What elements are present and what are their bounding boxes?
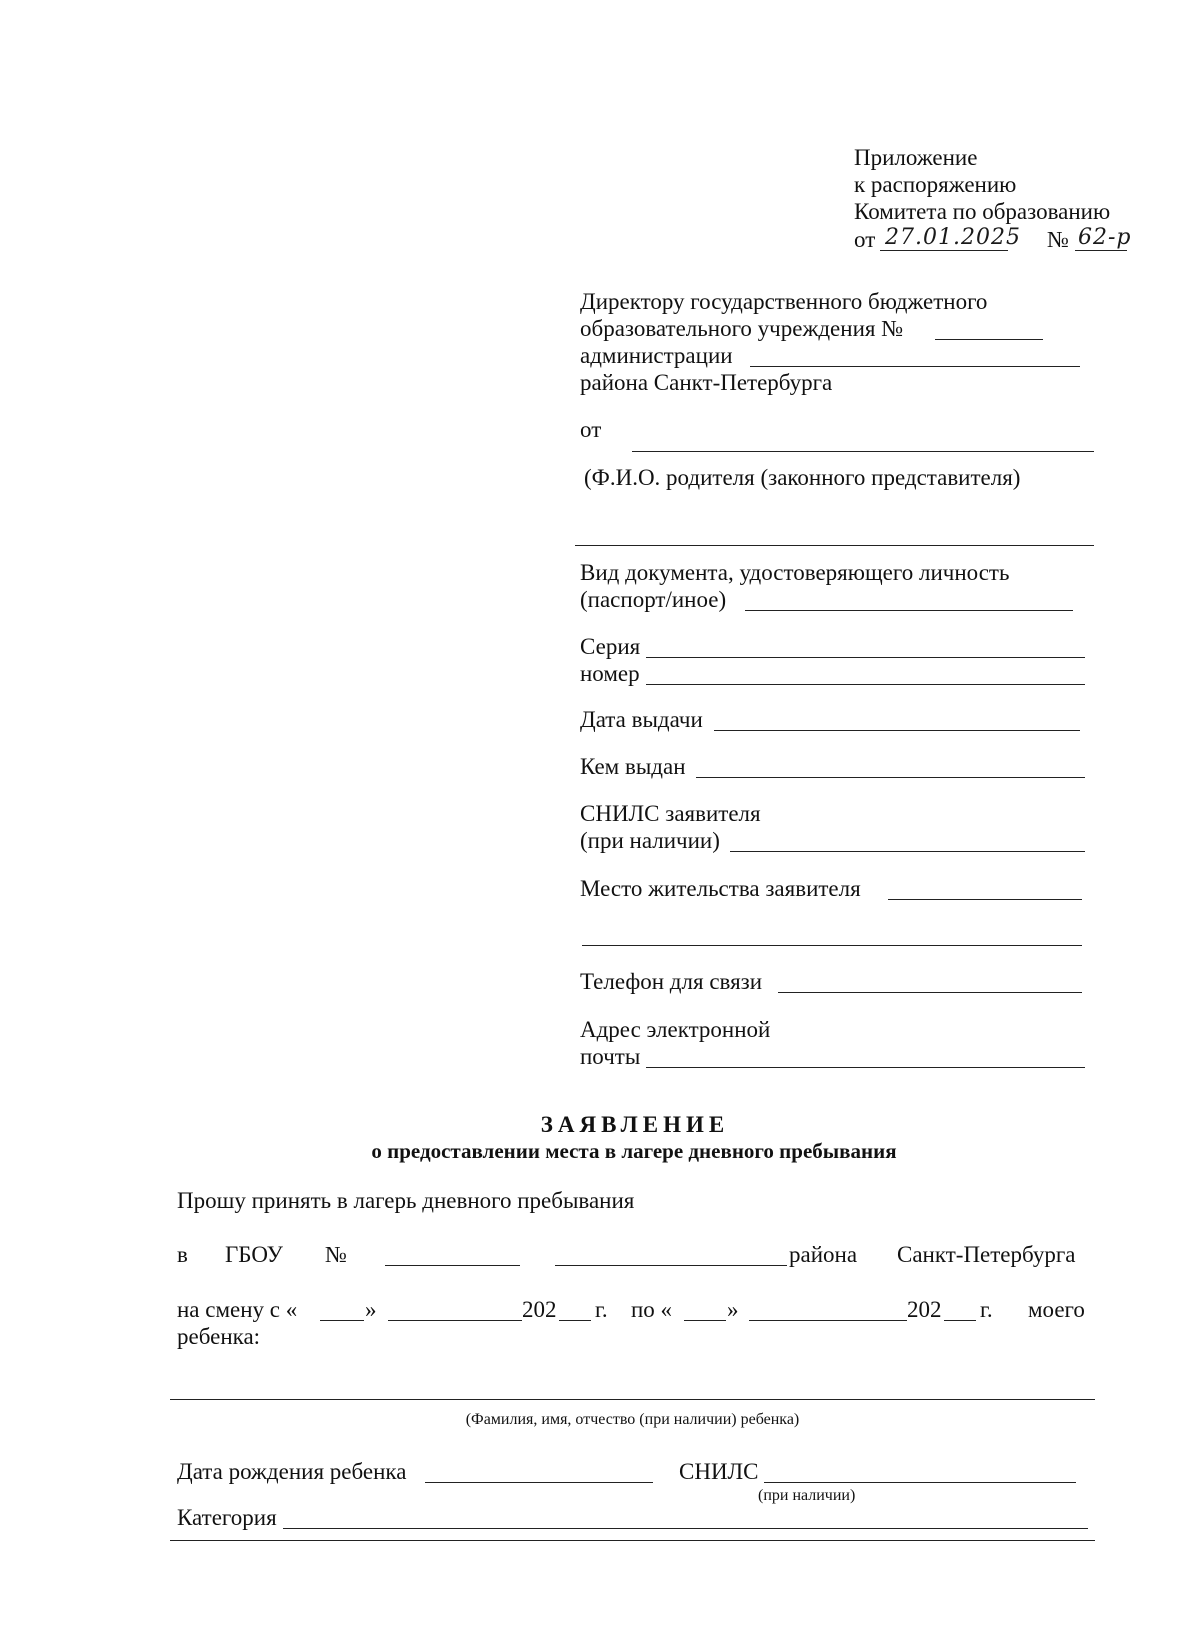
addressee-line-4: района Санкт-Петербурга: [580, 370, 833, 395]
start-day-line: [320, 1320, 364, 1321]
child-caption: (Фамилия, имя, отчество (при наличии) ребенка): [465, 1411, 800, 1428]
row2-my: моего: [1028, 1297, 1085, 1322]
appendix-line-3: Комитета по образованию: [854, 199, 1111, 224]
appendix-date-handwritten: 27.01.2025: [885, 225, 1021, 250]
administration-line: [750, 366, 1080, 367]
request-text: Прошу принять в лагерь дневного пребывания: [177, 1188, 635, 1213]
start-month-line: [388, 1320, 522, 1321]
row1-city: Санкт-Петербурга: [897, 1242, 1076, 1267]
email-line-1: Адрес электронной: [580, 1017, 771, 1042]
doc-type-line: [745, 610, 1073, 611]
row1-no: №: [325, 1242, 347, 1267]
residence-line: [888, 899, 1082, 900]
addressee-line-3: администрации: [580, 343, 733, 368]
start-year-line: [559, 1320, 591, 1321]
appendix-from-label: от: [854, 227, 876, 252]
doc-type-line-2: (паспорт/иное): [580, 587, 727, 612]
parent-name-line-2: [575, 545, 1094, 546]
statement-title: ЗАЯВЛЕНИЕ: [540, 1112, 730, 1137]
issue-date-line: [714, 730, 1080, 731]
row2-to: по «: [631, 1297, 673, 1322]
appendix-number-line: [1075, 250, 1127, 251]
appendix-line-2: к распоряжению: [854, 172, 1017, 197]
residence-line-2: [582, 945, 1082, 946]
email-line: [646, 1067, 1085, 1068]
residence-label: Место жительства заявителя: [580, 876, 861, 901]
issued-by-label: Кем выдан: [580, 754, 686, 779]
district-line: [555, 1265, 787, 1266]
parent-caption: (Ф.И.О. родителя (законного представителя): [584, 465, 1021, 490]
school-no-line: [385, 1265, 520, 1266]
issue-date-label: Дата выдачи: [580, 707, 703, 732]
series-line: [646, 657, 1085, 658]
appendix-line-1: Приложение: [854, 145, 978, 170]
email-line-2: почты: [580, 1044, 641, 1069]
row1-in: в: [177, 1242, 188, 1267]
phone-label: Телефон для связи: [580, 969, 763, 994]
end-day-line: [684, 1320, 726, 1321]
snils-line-2: (при наличии): [580, 828, 720, 853]
snils-line-1: СНИЛС заявителя: [580, 801, 761, 826]
number-line: [646, 684, 1085, 685]
child-snils-label: СНИЛС: [679, 1459, 759, 1484]
row2-close-quote-2: »: [727, 1297, 739, 1322]
row2-year-suffix-2: г.: [980, 1297, 993, 1322]
school-number-line: [935, 339, 1043, 340]
row2-close-quote: »: [365, 1297, 377, 1322]
child-snils-line: [764, 1482, 1076, 1483]
row1-school: ГБОУ: [225, 1242, 283, 1267]
row2-year-prefix: 202: [522, 1297, 557, 1322]
row2-year-prefix-2: 202: [907, 1297, 942, 1322]
row2-shift-from: на смену с «: [177, 1297, 298, 1322]
doc-type-line-1: Вид документа, удостоверяющего личность: [580, 560, 1010, 585]
row2-child: ребенка:: [177, 1324, 261, 1349]
addressee-line-2: образовательного учреждения №: [580, 316, 904, 341]
category-line-2: [170, 1540, 1095, 1541]
number-label: номер: [580, 661, 640, 686]
statement-subtitle: о предоставлении места в лагере дневного пребывания: [371, 1139, 897, 1163]
category-line: [283, 1528, 1088, 1529]
addressee-from-label: от: [580, 417, 602, 442]
row1-district: района: [789, 1242, 858, 1267]
row2-year-suffix: г.: [595, 1297, 608, 1322]
series-label: Серия: [580, 634, 641, 659]
parent-name-line: [632, 451, 1094, 452]
issued-by-line: [696, 777, 1085, 778]
birth-label: Дата рождения ребенка: [177, 1459, 407, 1484]
end-year-line: [944, 1320, 976, 1321]
category-label: Категория: [177, 1505, 277, 1530]
child-snils-caption: (при наличии): [758, 1487, 856, 1504]
snils-applicant-line: [730, 851, 1085, 852]
phone-line: [778, 992, 1082, 993]
appendix-date-line: [880, 250, 1008, 251]
appendix-number-label: №: [1047, 227, 1069, 252]
child-name-line: [170, 1399, 1095, 1400]
birth-date-line: [425, 1482, 653, 1483]
addressee-line-1: Директору государственного бюджетного: [580, 289, 988, 314]
appendix-number-handwritten: 62-р: [1078, 225, 1132, 250]
end-month-line: [749, 1320, 907, 1321]
